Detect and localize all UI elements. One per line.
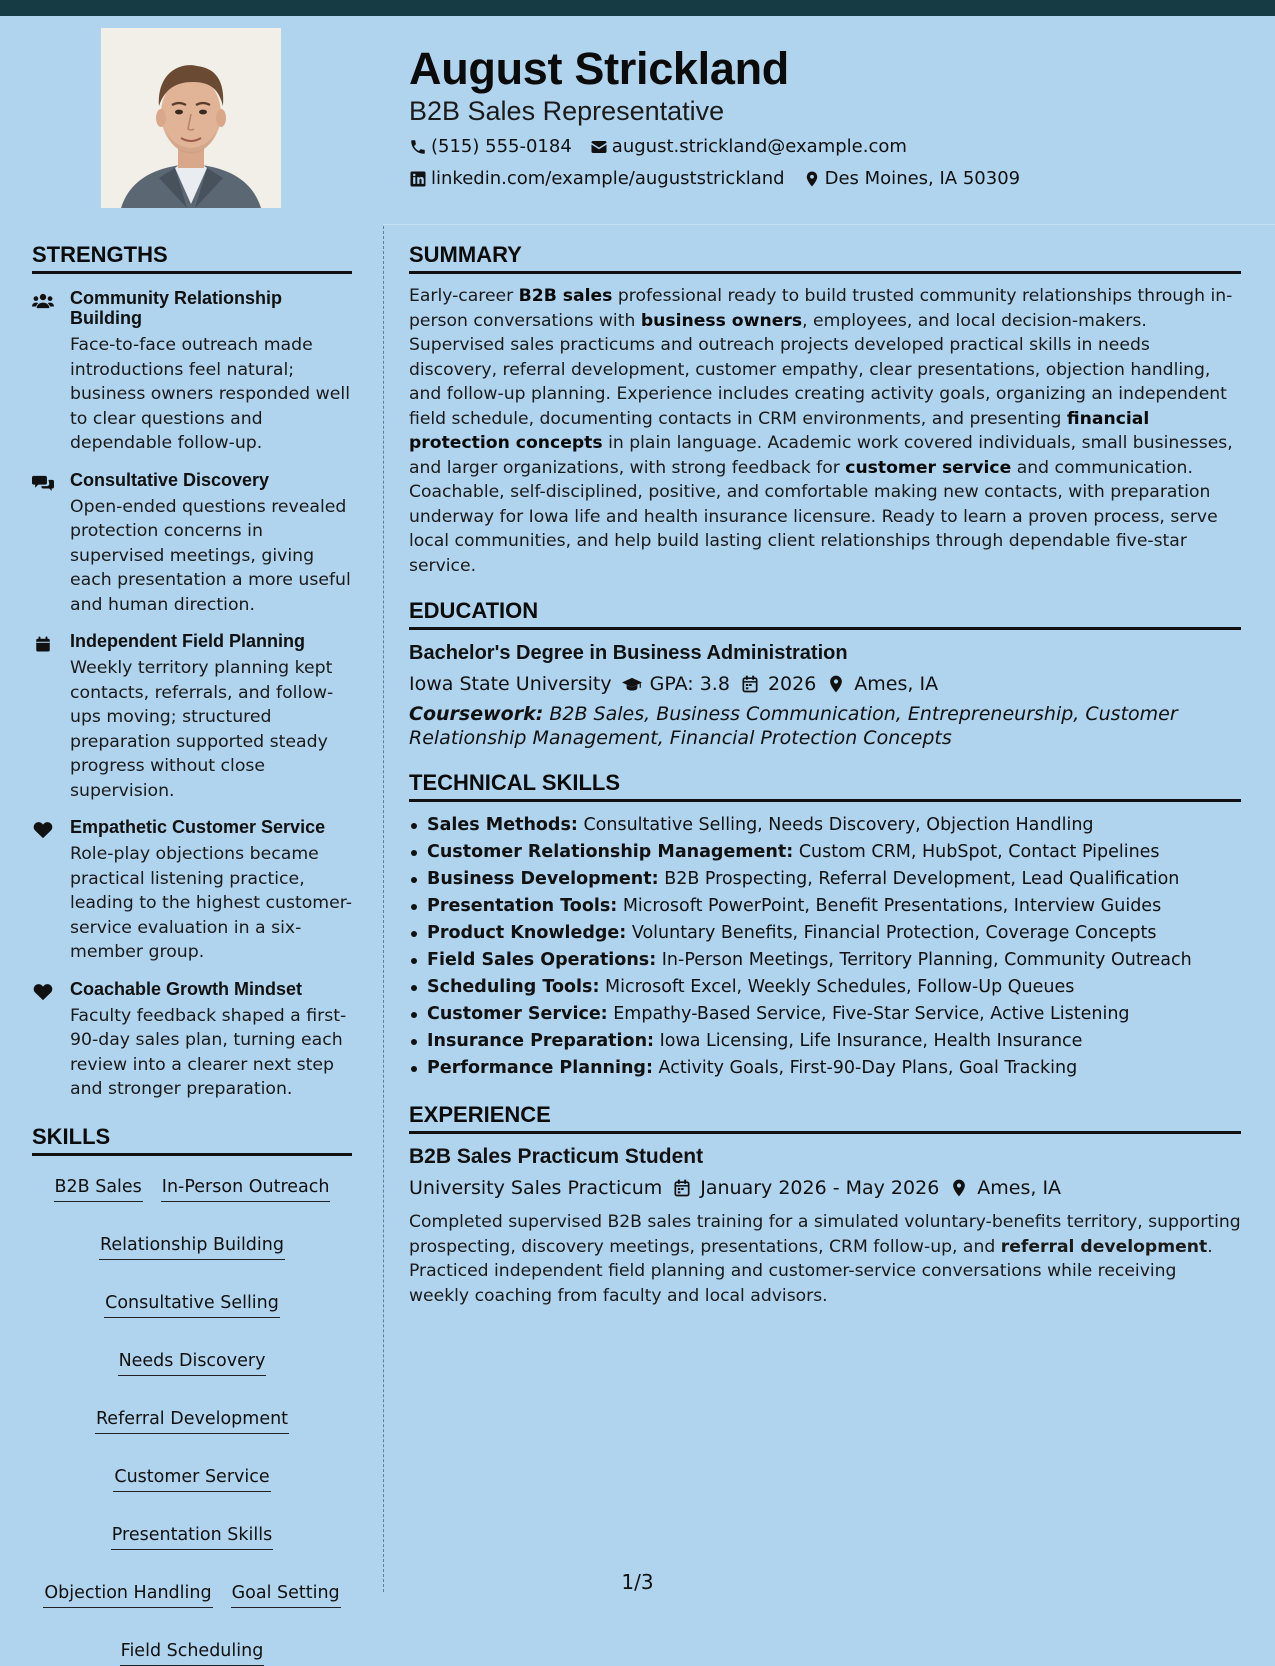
education-heading: EDUCATION: [409, 596, 1241, 630]
list-item: [409, 1028, 1241, 1055]
experience-meta: [409, 1174, 1241, 1202]
location-contact: [803, 166, 1021, 192]
skill-label: Field Sales Operations:: [427, 950, 657, 970]
skill-value: B2B Prospecting, Referral Development, Lead Qualification: [658, 869, 1180, 889]
summary-highlight: business owners: [640, 310, 803, 331]
email-text: august.strickland@example.com: [611, 136, 907, 157]
header-divider: [383, 224, 1275, 225]
skill-tag: Relationship Building: [99, 1232, 285, 1260]
strength-description: Weekly territory planning kept contacts, referrals, and follow-ups moving; structured preparation supported steady progress without close supervision.: [70, 658, 334, 801]
list-item: [409, 947, 1241, 974]
education-section: [409, 596, 1241, 750]
email-contact[interactable]: [590, 134, 907, 160]
strength-title: Independent Field Planning: [70, 631, 306, 651]
strength-item: [32, 979, 352, 1102]
linkedin-contact[interactable]: [409, 166, 785, 192]
skill-label: Insurance Preparation:: [427, 1031, 655, 1051]
skill-label: Customer Service:: [427, 1004, 608, 1024]
skills-tag-list: [32, 1166, 352, 1666]
skill-value: In-Person Meetings, Territory Planning, Community Outreach: [656, 950, 1192, 970]
phone-icon: [409, 138, 427, 156]
left-column: [32, 240, 352, 1666]
skill-label: Performance Planning:: [427, 1058, 653, 1078]
summary-text-run: in plain language. Academic work covered individuals, small businesses, and larger organizations, with strong feedback for: [409, 433, 1233, 478]
experience-text-run: . Practiced independent field planning and customer-service conversations while receiving weekly coaching from faculty and local advisors.: [409, 1236, 1213, 1306]
skill-label: Presentation Tools:: [427, 896, 618, 916]
experience-section: [409, 1100, 1241, 1308]
exp-location-item: [949, 1174, 1061, 1202]
list-item: [409, 812, 1241, 839]
education-meta: [409, 670, 1241, 698]
skill-tag: Needs Discovery: [118, 1348, 267, 1376]
comments-icon: [32, 474, 54, 492]
experience-text-run: Completed supervised B2B sales training for a simulated voluntary-benefits territory, supporting prospecting, discovery meetings, presentations, CRM follow-up, and: [409, 1212, 1241, 1257]
skill-value: Iowa Licensing, Life Insurance, Health Insurance: [654, 1031, 1083, 1051]
skill-tag: Field Scheduling: [120, 1638, 265, 1666]
exp-location-text: Ames, IA: [977, 1177, 1062, 1199]
linkedin-icon: [409, 170, 427, 188]
strength-title: Consultative Discovery: [70, 469, 270, 490]
top-accent-bar: [0, 0, 1275, 16]
skill-label: Customer Relationship Management:: [427, 842, 794, 862]
envelope-icon: [590, 138, 608, 156]
skill-label: Scheduling Tools:: [427, 977, 600, 997]
strength-description: Role-play objections became practical listening practice, leading to the highest customer-service evaluation in a six-member group.: [70, 844, 352, 962]
skill-tag: Objection Handling: [43, 1580, 212, 1608]
strength-description: Faculty feedback shaped a first-90-day sales plan, turning each review into a clearer next step and stronger preparation.: [70, 1005, 347, 1099]
list-item: [409, 974, 1241, 1001]
list-item: [409, 920, 1241, 947]
contact-row-1: [409, 134, 1249, 160]
skill-tag: Goal Setting: [231, 1580, 341, 1608]
skill-value: Empathy-Based Service, Five-Star Service, Active Listening: [607, 1004, 1130, 1024]
technical-skills-section: [409, 768, 1241, 1082]
skill-value: Microsoft PowerPoint, Benefit Presentations, Interview Guides: [617, 896, 1162, 916]
calendar-icon: [672, 1178, 692, 1198]
skills-heading: SKILLS: [32, 1122, 352, 1156]
experience-description: [409, 1210, 1241, 1308]
strength-item: [32, 817, 352, 965]
experience-heading: EXPERIENCE: [409, 1100, 1241, 1134]
coursework-label: Coursework:: [409, 703, 544, 725]
linkedin-text: linkedin.com/example/auguststrickland: [431, 168, 785, 189]
skill-value: Microsoft Excel, Weekly Schedules, Follow-Up Queues: [599, 977, 1075, 997]
phone-text: (515) 555-0184: [431, 136, 572, 157]
skill-value: Voluntary Benefits, Financial Protection, Coverage Concepts: [626, 923, 1157, 943]
skill-tag: Referral Development: [95, 1406, 289, 1434]
map-pin-icon: [826, 674, 846, 694]
strength-description: Open-ended questions revealed protection concerns in supervised meetings, giving each presentation a more useful and human direction.: [70, 496, 351, 615]
technical-skills-list: [409, 812, 1241, 1082]
dates-item: [672, 1174, 939, 1202]
summary-text-run: professional ready to build trusted community relationships through in-person conversations with: [409, 286, 1233, 331]
strengths-heading: STRENGTHS: [32, 240, 352, 274]
list-item: [409, 1055, 1241, 1082]
summary-highlight: financial protection concepts: [409, 408, 1150, 453]
phone-contact[interactable]: [409, 134, 572, 160]
edu-location-item: [826, 670, 938, 698]
degree-title: Bachelor's Degree in Business Administration: [409, 642, 848, 664]
skill-tag: Customer Service: [113, 1464, 270, 1492]
summary-text: [409, 284, 1241, 578]
skill-value: Activity Goals, First-90-Day Plans, Goal Tracking: [652, 1058, 1078, 1078]
list-item: [409, 893, 1241, 920]
technical-skills-heading: TECHNICAL SKILLS: [409, 768, 1241, 802]
skill-tag: Presentation Skills: [111, 1522, 273, 1550]
users-icon: [32, 292, 54, 310]
list-item: [409, 839, 1241, 866]
strength-item: [32, 470, 352, 618]
school-text: Iowa State University: [409, 673, 612, 695]
skill-tag: Consultative Selling: [104, 1290, 280, 1318]
candidate-name: August Strickland: [409, 43, 789, 94]
list-item: [409, 1001, 1241, 1028]
skill-label: Sales Methods:: [427, 815, 578, 835]
skill-value: Custom CRM, HubSpot, Contact Pipelines: [793, 842, 1160, 862]
summary-text-run: , employees, and local decision-makers. Supervised sales practicums and outreach projects developed practical skills in needs discovery, referral development, customer empathy, clear presentations, objection handling, and follow-up planning. Experience includes creating activity goals, organizing an independent field schedule, documenting contacts in CRM environments, and presenting: [409, 310, 1227, 429]
summary-highlight: customer service: [845, 457, 1012, 478]
year-text: 2026: [767, 673, 817, 695]
skill-label: Business Development:: [427, 869, 659, 889]
skill-value: Consultative Selling, Needs Discovery, Objection Handling: [577, 815, 1094, 835]
list-item: [409, 866, 1241, 893]
organization-text: University Sales Practicum: [409, 1177, 663, 1199]
coursework-list: B2B Sales, Business Communication, Entrepreneurship, Customer Relationship Management, Financial Protection Concepts: [409, 703, 1178, 749]
summary-heading: SUMMARY: [409, 240, 1241, 274]
contact-row-2: [409, 166, 1249, 192]
gpa-item: [622, 670, 730, 698]
experience-title: B2B Sales Practicum Student: [409, 1145, 704, 1168]
skill-tag: B2B Sales: [54, 1174, 143, 1202]
graduation-cap-icon: [622, 674, 642, 694]
coursework: [409, 702, 1241, 750]
school-name: [409, 670, 612, 698]
calendar-icon: [32, 635, 54, 653]
right-column: [409, 240, 1241, 1308]
calendar-icon: [740, 674, 760, 694]
location-text: Des Moines, IA 50309: [824, 168, 1021, 189]
dates-text: January 2026 - May 2026: [700, 1177, 940, 1199]
map-pin-icon: [803, 170, 821, 188]
strength-item: [32, 631, 352, 803]
skill-tag: In-Person Outreach: [161, 1174, 331, 1202]
summary-highlight: B2B sales: [518, 286, 613, 306]
summary-text-run: Early-career: [409, 286, 519, 306]
skill-label: Product Knowledge:: [427, 923, 627, 943]
strength-description: Face-to-face outreach made introductions feel natural; business owners responded well to clear questions and dependable follow-up.: [70, 335, 350, 453]
organization: [409, 1174, 662, 1202]
experience-highlight: referral development: [1000, 1236, 1208, 1257]
year-item: [740, 670, 816, 698]
heart-icon: [32, 983, 54, 1001]
job-title: B2B Sales Representative: [409, 96, 725, 126]
strength-title: Empathetic Customer Service: [70, 817, 326, 837]
gpa-text: GPA: 3.8: [649, 673, 730, 695]
map-pin-icon: [949, 1178, 969, 1198]
summary-text-run: and communication. Coachable, self-disciplined, positive, and comfortable making new contacts, with preparation underway for Iowa life and health insurance licensure. Ready to learn a proven process, serve local communities, and help build lasting client relationships through dependable five-star service.: [409, 457, 1218, 576]
page-number: 1/3: [621, 1570, 654, 1594]
profile-photo: [101, 28, 281, 208]
strength-title: Coachable Growth Mindset: [70, 978, 303, 999]
strength-title: Community Relationship Building: [70, 288, 283, 328]
heart-icon: [32, 821, 54, 839]
column-divider: [383, 226, 384, 1592]
resume-header: [409, 42, 1249, 192]
strength-item: [32, 288, 352, 456]
edu-location-text: Ames, IA: [854, 673, 939, 695]
